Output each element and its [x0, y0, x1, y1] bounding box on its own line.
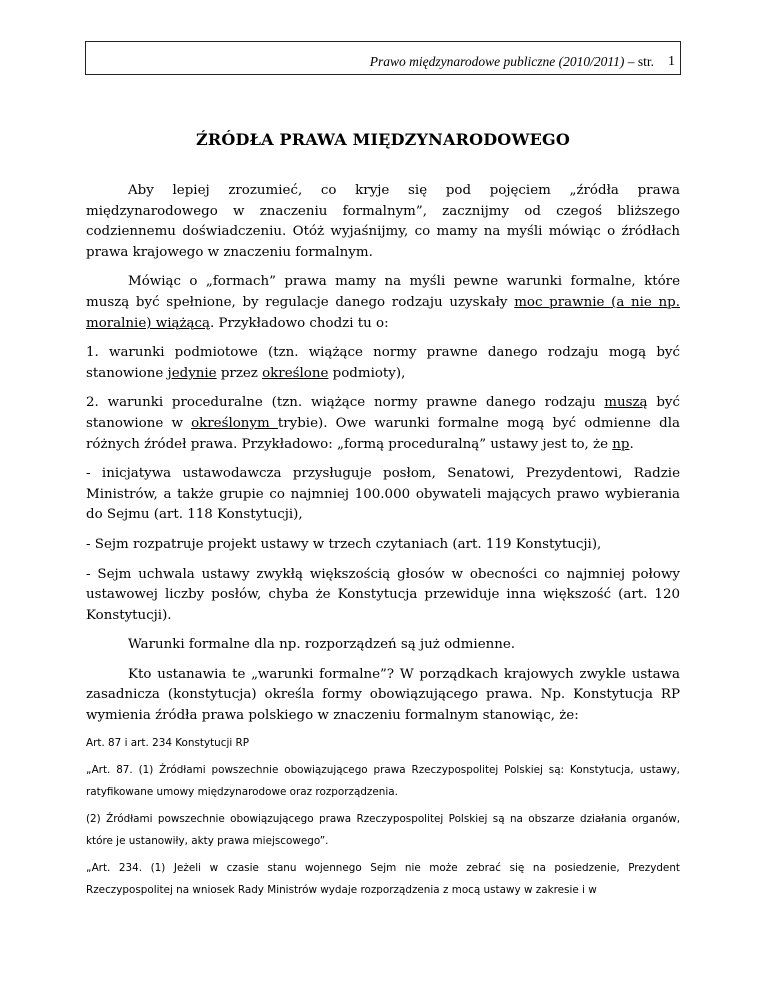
document-heading: ŹRÓDŁA PRAWA MIĘDZYNARODOWEGO: [195, 130, 571, 149]
paragraph-regulations: Warunki formalne dla np. rozporządzeń są już odmienne.: [128, 637, 516, 653]
paragraph-who-establishes: Kto ustanawia te „warunki formalne”? W porządkach krajowych zwykle ustawa zasadnicza (konstytucja) określa formy obowiązującego prawa. Np. Konstytucja RP wymienia źródła prawa polskiego w znaczeniu formalnym stanowiąc, że:: [86, 666, 680, 724]
paragraph-subjective-conditions: 1. warunki podmiotowe (tzn. wiążące normy prawne danego rodzaju mogą być stanowione jedynie przez określone podmioty),: [86, 345, 680, 381]
quote-art-234-1: „Art. 234. (1) Jeżeli w czasie stanu wojennego Sejm nie może zebrać się na posiedzenie, Prezydent Rzeczypospolitej na wniosek Rady Ministrów wydaje rozporządzenia z mocą ustawy w zakresie i w: [86, 862, 680, 896]
list-item-majority: - Sejm uchwala ustawy zwykłą większością głosów w obecności co najmniej połowy ustawowej liczby posłów, chyba że Konstytucja przewiduje inna większość (art. 120 Konstytucji).: [86, 566, 680, 623]
quote-art-87-2: (2) Źródłami powszechnie obowiązującego prawa Rzeczypospolitej Polskiej są na obszarze działania organów, które je ustanowiły, akty prawa miejscowego”.: [86, 813, 680, 847]
header-title: Prawo międzynarodowe publiczne (2010/2011) – str.: [369, 54, 654, 69]
page-header: [85, 41, 681, 75]
paragraph-forms: Mówiąc o „formach” prawa mamy na myśli pewne warunki formalne, które muszą być spełnione, by regulacje danego rodzaju uzyskały moc prawnie (a nie np. moralnie) wiążącą. Przykładowo chodzi tu o:: [86, 274, 680, 331]
quote-art-87-1: „Art. 87. (1) Źródłami powszechnie obowiązującego prawa Rzeczypospolitej Polskiej są: Konstytucja, ustawy, ratyfikowane umowy międzynarodowe oraz rozporządzenia.: [86, 764, 680, 798]
list-item-readings: - Sejm rozpatruje projekt ustawy w trzech czytaniach (art. 119 Konstytucji),: [86, 536, 602, 552]
paragraph-intro: Aby lepiej zrozumieć, co kryje się pod pojęciem „źródła prawa międzynarodowego w znaczeniu formalnym”, zacznijmy od czegoś bliższego codziennemu doświadczeniu. Otóż wyjaśnijmy, co mamy na myśli mówiąc o źródłach prawa krajowego w znaczeniu formalnym.: [86, 183, 680, 260]
document-body: [86, 130, 680, 901]
quote-label: Art. 87 i art. 234 Konstytucji RP: [86, 736, 250, 749]
page-number: 1: [668, 54, 675, 69]
paragraph-procedural-conditions: 2. warunki proceduralne (tzn. wiążące normy prawne danego rodzaju muszą być stanowione w określonym trybie). Owe warunki formalne mogą być odmienne dla różnych źródeł prawa. Przykładowo: „formą proceduralną” ustawy jest to, że np.: [86, 395, 680, 452]
list-item-initiative: - inicjatywa ustawodawcza przysługuje posłom, Senatowi, Prezydentowi, Radzie Ministrów, a także grupie co najmniej 100.000 obywateli mających prawo wybierania do Sejmu (art. 118 Konstytucji),: [86, 466, 680, 523]
